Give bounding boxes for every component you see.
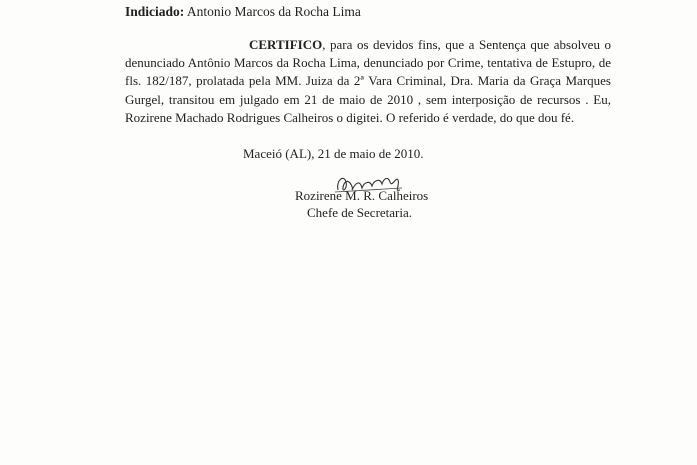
certifico-heading: CERTIFICO: [249, 37, 323, 52]
indiciado-line: [125, 4, 361, 20]
certificate-text: , para os devidos fins, que a Sentença que absolveu o denunciado Antônio Marcos da Rocha Lima, denunciado por Crime, tentativa de Estupro, de fls. 182/187, prolatada pela MM. Juiza da 2ª Vara Criminal, Dra. Maria da Graça Marques Gurgel, transitou em julgado em 21 de maio de 2010 , sem interposição de recursos . Eu, Rozirene Machado Rodrigues Calheiros o digitei. O referido é verdade, do que dou fé.: [125, 37, 611, 125]
certificate-body: [125, 36, 611, 127]
certificate-paragraph: [125, 36, 611, 127]
place-date: Maceió (AL), 21 de maio de 2010.: [243, 146, 424, 161]
signer-name: Rozirene M. R. Calheiros: [295, 188, 429, 203]
indiciado-name: Antonio Marcos da Rocha Lima: [186, 4, 361, 19]
signer-role: Chefe de Secretaria.: [307, 205, 413, 220]
indiciado-label: Indiciado:: [125, 4, 185, 19]
